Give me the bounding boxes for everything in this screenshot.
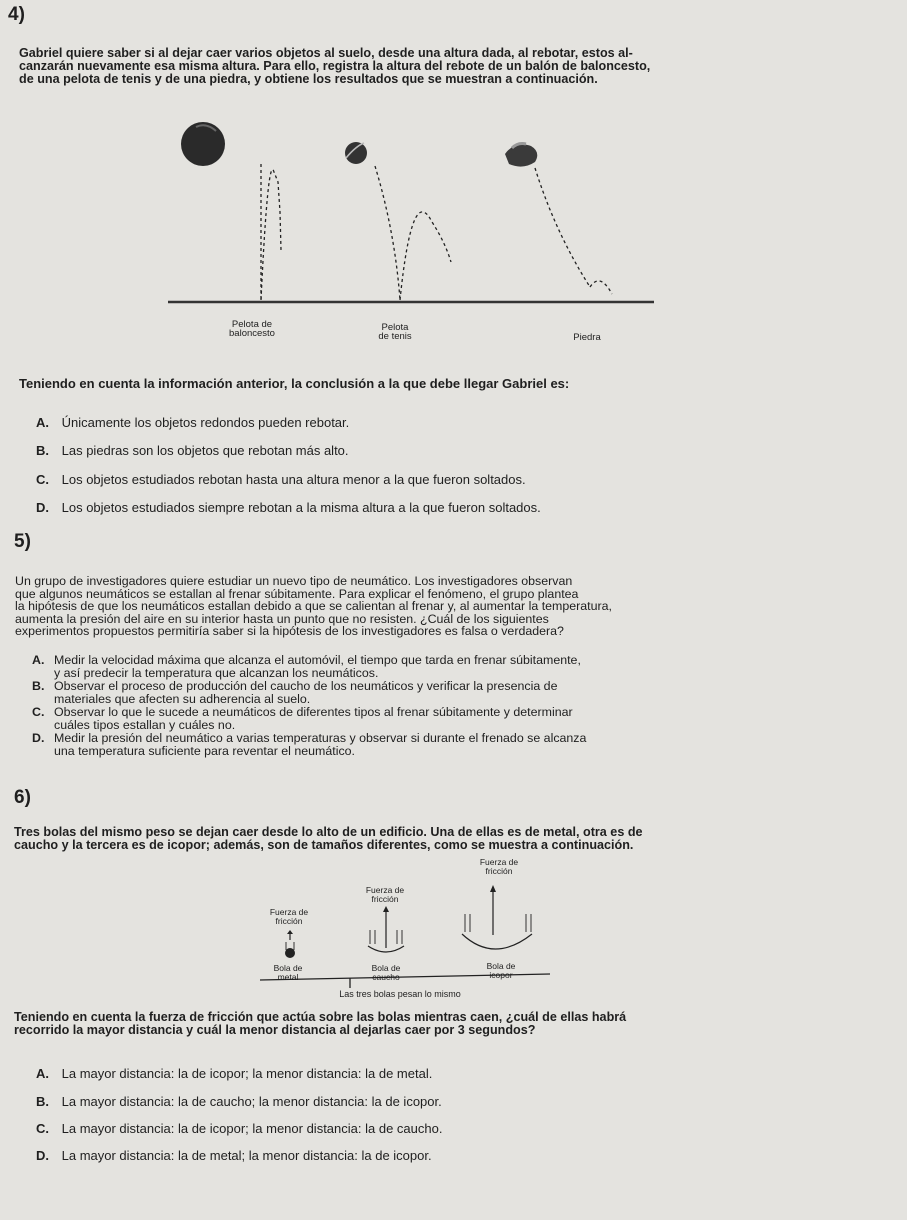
label-line: caucho <box>372 972 400 982</box>
option-text: La mayor distancia: la de icopor; la menor distancia: la de caucho. <box>61 1121 443 1136</box>
stone-icon <box>505 144 537 166</box>
q5-option-c[interactable] <box>32 706 802 731</box>
label-line: Fuerza de <box>365 885 405 895</box>
label-line: Pelota de <box>231 319 273 330</box>
q6-option-c[interactable] <box>36 1121 442 1136</box>
option-line: Medir la velocidad máxima que alcanza el automóvil, el tiempo que tarda en frenar súbitamente, <box>54 653 581 667</box>
question-6-number: 6) <box>14 787 31 808</box>
label-line: Fuerza de <box>479 857 519 867</box>
option-letter: D. <box>32 731 45 745</box>
intro-line: aumenta la presión del aire en su interior hasta un punto que no resisten. ¿Cuál de los siguientes <box>15 611 549 626</box>
question-6-stem <box>14 1011 626 1037</box>
foam-friction-label <box>464 858 534 876</box>
label-line: Bola de <box>273 963 303 973</box>
label-line: Fuerza de <box>269 907 309 917</box>
option-text: Los objetos estudiados siempre rebotan a la misma altura a la que fueron soltados. <box>61 500 541 515</box>
option-letter: C. <box>32 705 45 719</box>
bounce-diagram <box>160 112 660 312</box>
option-line: cuáles tipos estallan y cuáles no. <box>54 717 236 732</box>
option-line: Medir la presión del neumático a varias temperaturas y observar si durante el frenado se alcanza <box>54 731 587 745</box>
option-letter: A. <box>36 1066 49 1081</box>
question-5-intro <box>15 575 612 638</box>
q4-option-c[interactable] <box>36 472 526 487</box>
option-text: Únicamente los objetos redondos pueden rebotar. <box>61 415 350 430</box>
option-line: y así predecir la temperatura que alcanzan los neumáticos. <box>54 665 379 680</box>
intro-line: Un grupo de investigadores quiere estudiar un nuevo tipo de neumático. Los investigadores observan <box>15 574 573 588</box>
intro-line: la hipótesis de que los neumáticos estallan debido a que se calientan al frenar y, al aumentar la temperatura, <box>15 599 612 614</box>
label-line: fricción <box>275 916 303 926</box>
basketball-icon <box>181 122 225 166</box>
intro-line: Gabriel quiere saber si al dejar caer varios objetos al suelo, desde una altura dada, al rebotar, estos al- <box>19 46 633 60</box>
label-line: Pelota <box>381 322 409 333</box>
question-5-number: 5) <box>14 531 31 552</box>
rubber-ball-label <box>354 964 418 982</box>
option-text: Las piedras son los objetos que rebotan más alto. <box>61 443 349 458</box>
label-line: baloncesto <box>229 328 275 339</box>
option-line: materiales que afecten su adherencia al suelo. <box>54 691 311 706</box>
option-line: Observar el proceso de producción del caucho de los neumáticos y verificar la presencia de <box>54 679 558 693</box>
option-text: Los objetos estudiados rebotan hasta una altura menor a la que fueron soltados. <box>61 472 526 487</box>
tennis-ball-icon <box>345 142 367 164</box>
metal-ball-label <box>256 964 320 982</box>
metal-friction-label <box>254 908 324 926</box>
tennis-ball-label <box>370 323 420 341</box>
option-letter: B. <box>32 679 45 693</box>
q5-option-a[interactable] <box>32 654 802 679</box>
label-line: icopor <box>489 970 513 980</box>
intro-line: que algunos neumáticos se estallan al frenar súbitamente. Para explicar el fenómeno, el grupo plantea <box>15 586 579 601</box>
label-line: metal <box>277 972 299 982</box>
metal-ball-icon <box>285 930 295 958</box>
foam-ball-icon <box>462 885 532 949</box>
rubber-ball-icon <box>368 906 404 952</box>
option-letter: D. <box>36 500 49 515</box>
rubber-friction-label <box>350 886 420 904</box>
option-text: La mayor distancia: la de metal; la menor distancia: la de icopor. <box>61 1148 432 1163</box>
question-4-number: 4) <box>8 4 25 25</box>
trajectory-lines <box>261 164 612 300</box>
q4-option-a[interactable] <box>36 415 349 430</box>
label-line: Bola de <box>486 961 516 971</box>
question-6-intro <box>14 826 643 852</box>
q6-option-b[interactable] <box>36 1094 442 1109</box>
label-line: de tenis <box>378 331 412 342</box>
q4-option-d[interactable] <box>36 500 541 515</box>
intro-line: Tres bolas del mismo peso se dejan caer desde lo alto de un edificio. Una de ellas es de metal, otra es de <box>14 825 643 839</box>
foam-ball-label <box>464 962 538 980</box>
stem-line: Teniendo en cuenta la fuerza de fricción que actúa sobre las bolas mientras caen, ¿cuál de ellas habrá <box>14 1010 627 1024</box>
option-letter: A. <box>32 653 45 667</box>
question-4-stem: Teniendo en cuenta la información anterior, la conclusión a la que debe llegar Gabriel es: <box>19 376 570 391</box>
stem-line: recorrido la mayor distancia y cuál la menor distancia al dejarlas caer por 3 segundos? <box>14 1023 536 1037</box>
intro-line: de una pelota de tenis y de una piedra, y obtiene los resultados que se muestran a continuación. <box>19 72 598 86</box>
q4-option-b[interactable] <box>36 443 349 458</box>
intro-line: canzarán nuevamente esa misma altura. Para ello, registra la altura del rebote de un balón de baloncesto, <box>19 59 651 73</box>
q5-option-d[interactable] <box>32 732 802 757</box>
option-letter: B. <box>36 443 49 458</box>
option-line: Observar lo que le sucede a neumáticos de diferentes tipos al frenar súbitamente y determinar <box>54 705 573 719</box>
option-text: La mayor distancia: la de icopor; la menor distancia: la de metal. <box>61 1066 433 1081</box>
label-line: fricción <box>371 894 399 904</box>
intro-line: experimentos propuestos permitiría saber si la hipótesis de los investigadores es falsa o verdadera? <box>15 624 564 639</box>
q5-option-b[interactable] <box>32 680 802 705</box>
question-4-intro <box>19 47 650 86</box>
basketball-label <box>222 320 282 338</box>
option-line: una temperatura suficiente para reventar el neumático. <box>54 743 355 758</box>
q6-option-d[interactable] <box>36 1148 432 1163</box>
option-letter: C. <box>36 472 49 487</box>
option-letter: D. <box>36 1148 49 1163</box>
option-text: La mayor distancia: la de caucho; la menor distancia: la de icopor. <box>61 1094 442 1109</box>
label-line: Bola de <box>371 963 401 973</box>
option-letter: B. <box>36 1094 49 1109</box>
intro-line: caucho y la tercera es de icopor; además, son de tamaños diferentes, como se muestra a continuación. <box>14 838 634 852</box>
q6-option-a[interactable] <box>36 1066 432 1081</box>
option-letter: A. <box>36 415 49 430</box>
label-line: fricción <box>485 866 513 876</box>
option-letter: C. <box>36 1121 49 1136</box>
same-weight-caption: Las tres bolas pesan lo mismo <box>339 989 461 999</box>
stone-label: Piedra <box>573 332 601 343</box>
